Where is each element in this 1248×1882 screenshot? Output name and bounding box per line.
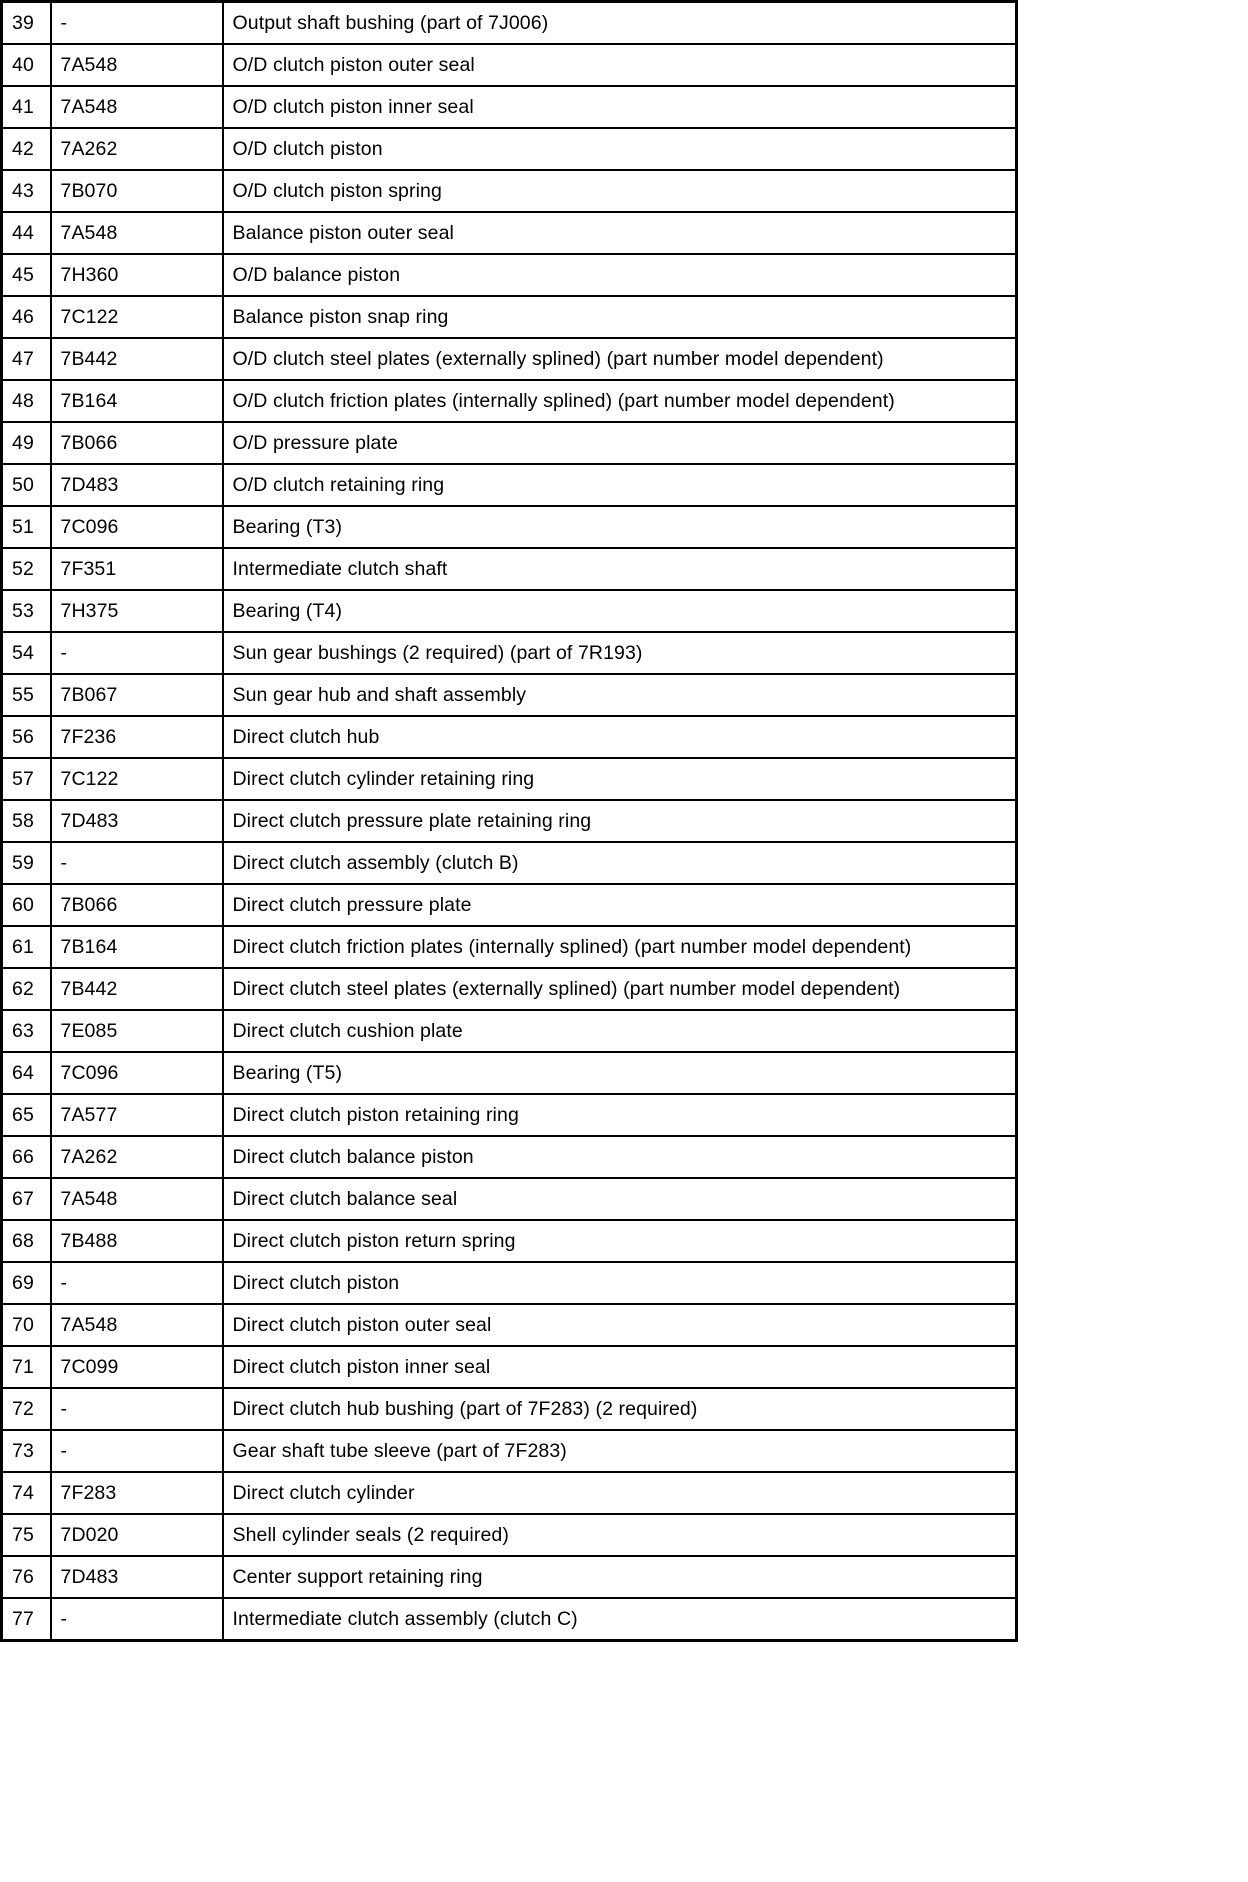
table-row [2,884,1017,926]
table-row [2,1346,1017,1388]
description-cell: Direct clutch cylinder [223,1472,1017,1514]
description-cell: Direct clutch cylinder retaining ring [223,758,1017,800]
description-cell: Bearing (T4) [223,590,1017,632]
description-cell: Direct clutch piston inner seal [223,1346,1017,1388]
table-row [2,1094,1017,1136]
table-row [2,380,1017,422]
table-row [2,44,1017,86]
table-row [2,1304,1017,1346]
part-number-cell: - [51,632,223,674]
description-cell: Balance piston snap ring [223,296,1017,338]
description-cell: Direct clutch piston return spring [223,1220,1017,1262]
item-number-cell: 50 [2,464,51,506]
part-number-cell: 7C099 [51,1346,223,1388]
part-number-cell: 7A577 [51,1094,223,1136]
item-number-cell: 54 [2,632,51,674]
table-row [2,1556,1017,1598]
table-row [2,926,1017,968]
item-number-cell: 67 [2,1178,51,1220]
table-row [2,1430,1017,1472]
description-cell: Direct clutch pressure plate [223,884,1017,926]
item-number-cell: 61 [2,926,51,968]
description-cell: Direct clutch balance seal [223,1178,1017,1220]
description-cell: O/D clutch steel plates (externally splined) (part number model dependent) [223,338,1017,380]
part-number-cell: 7A548 [51,44,223,86]
table-row [2,674,1017,716]
part-number-cell: 7E085 [51,1010,223,1052]
part-number-cell: 7C122 [51,758,223,800]
part-number-cell: 7A548 [51,1178,223,1220]
part-number-cell: - [51,842,223,884]
part-number-cell: 7B070 [51,170,223,212]
part-number-cell: 7H360 [51,254,223,296]
item-number-cell: 41 [2,86,51,128]
item-number-cell: 48 [2,380,51,422]
item-number-cell: 45 [2,254,51,296]
table-row [2,758,1017,800]
item-number-cell: 75 [2,1514,51,1556]
table-row [2,296,1017,338]
part-number-cell: - [51,1262,223,1304]
table-row [2,128,1017,170]
table-row [2,1220,1017,1262]
item-number-cell: 40 [2,44,51,86]
description-cell: O/D pressure plate [223,422,1017,464]
item-number-cell: 63 [2,1010,51,1052]
part-number-cell: 7B164 [51,926,223,968]
table-row [2,506,1017,548]
description-cell: Direct clutch friction plates (internally splined) (part number model dependent) [223,926,1017,968]
part-number-cell: 7D483 [51,464,223,506]
description-cell: Bearing (T5) [223,1052,1017,1094]
description-cell: Center support retaining ring [223,1556,1017,1598]
item-number-cell: 73 [2,1430,51,1472]
table-row [2,632,1017,674]
part-number-cell: 7F283 [51,1472,223,1514]
item-number-cell: 74 [2,1472,51,1514]
part-number-cell: 7D483 [51,1556,223,1598]
table-row [2,1388,1017,1430]
part-number-cell: 7A262 [51,128,223,170]
description-cell: Intermediate clutch shaft [223,548,1017,590]
description-cell: Gear shaft tube sleeve (part of 7F283) [223,1430,1017,1472]
table-row [2,86,1017,128]
item-number-cell: 70 [2,1304,51,1346]
item-number-cell: 76 [2,1556,51,1598]
part-number-cell: - [51,1388,223,1430]
item-number-cell: 62 [2,968,51,1010]
part-number-cell: 7A548 [51,1304,223,1346]
item-number-cell: 66 [2,1136,51,1178]
item-number-cell: 43 [2,170,51,212]
item-number-cell: 57 [2,758,51,800]
table-row [2,338,1017,380]
part-number-cell: 7H375 [51,590,223,632]
description-cell: Shell cylinder seals (2 required) [223,1514,1017,1556]
table-row [2,1598,1017,1641]
part-number-cell: 7B442 [51,338,223,380]
part-number-cell: - [51,1430,223,1472]
table-row [2,800,1017,842]
item-number-cell: 46 [2,296,51,338]
item-number-cell: 51 [2,506,51,548]
description-cell: O/D balance piston [223,254,1017,296]
description-cell: O/D clutch retaining ring [223,464,1017,506]
part-number-cell: 7A262 [51,1136,223,1178]
item-number-cell: 56 [2,716,51,758]
item-number-cell: 44 [2,212,51,254]
description-cell: Direct clutch pressure plate retaining ring [223,800,1017,842]
description-cell: O/D clutch piston [223,128,1017,170]
item-number-cell: 52 [2,548,51,590]
description-cell: O/D clutch friction plates (internally splined) (part number model dependent) [223,380,1017,422]
description-cell: Output shaft bushing (part of 7J006) [223,2,1017,45]
part-number-cell: - [51,1598,223,1641]
parts-table-body [2,2,1017,1641]
item-number-cell: 53 [2,590,51,632]
table-row [2,1514,1017,1556]
description-cell: O/D clutch piston outer seal [223,44,1017,86]
item-number-cell: 59 [2,842,51,884]
table-row [2,1178,1017,1220]
item-number-cell: 39 [2,2,51,45]
table-row [2,1052,1017,1094]
description-cell: Balance piston outer seal [223,212,1017,254]
description-cell: Direct clutch steel plates (externally splined) (part number model dependent) [223,968,1017,1010]
item-number-cell: 64 [2,1052,51,1094]
part-number-cell: 7C096 [51,1052,223,1094]
table-row [2,590,1017,632]
item-number-cell: 60 [2,884,51,926]
part-number-cell: 7B067 [51,674,223,716]
table-row [2,464,1017,506]
description-cell: Direct clutch piston [223,1262,1017,1304]
table-row [2,842,1017,884]
part-number-cell: 7C122 [51,296,223,338]
description-cell: Direct clutch hub [223,716,1017,758]
part-number-cell: - [51,2,223,45]
description-cell: Intermediate clutch assembly (clutch C) [223,1598,1017,1641]
part-number-cell: 7F236 [51,716,223,758]
part-number-cell: 7C096 [51,506,223,548]
item-number-cell: 42 [2,128,51,170]
item-number-cell: 71 [2,1346,51,1388]
part-number-cell: 7B066 [51,884,223,926]
part-number-cell: 7A548 [51,212,223,254]
description-cell: Bearing (T3) [223,506,1017,548]
part-number-cell: 7A548 [51,86,223,128]
description-cell: Direct clutch cushion plate [223,1010,1017,1052]
table-row [2,2,1017,45]
item-number-cell: 68 [2,1220,51,1262]
item-number-cell: 72 [2,1388,51,1430]
part-number-cell: 7B164 [51,380,223,422]
part-number-cell: 7B066 [51,422,223,464]
table-row [2,968,1017,1010]
part-number-cell: 7D020 [51,1514,223,1556]
item-number-cell: 77 [2,1598,51,1641]
part-number-cell: 7D483 [51,800,223,842]
part-number-cell: 7F351 [51,548,223,590]
description-cell: Direct clutch piston outer seal [223,1304,1017,1346]
item-number-cell: 69 [2,1262,51,1304]
description-cell: Sun gear bushings (2 required) (part of 7R193) [223,632,1017,674]
item-number-cell: 58 [2,800,51,842]
description-cell: Direct clutch assembly (clutch B) [223,842,1017,884]
table-row [2,254,1017,296]
item-number-cell: 49 [2,422,51,464]
description-cell: Direct clutch hub bushing (part of 7F283) (2 required) [223,1388,1017,1430]
table-row [2,422,1017,464]
description-cell: Sun gear hub and shaft assembly [223,674,1017,716]
table-row [2,1136,1017,1178]
item-number-cell: 47 [2,338,51,380]
table-row [2,212,1017,254]
description-cell: O/D clutch piston inner seal [223,86,1017,128]
table-row [2,1010,1017,1052]
table-row [2,1262,1017,1304]
item-number-cell: 65 [2,1094,51,1136]
table-row [2,716,1017,758]
table-row [2,170,1017,212]
part-number-cell: 7B442 [51,968,223,1010]
table-row [2,1472,1017,1514]
part-number-cell: 7B488 [51,1220,223,1262]
description-cell: Direct clutch piston retaining ring [223,1094,1017,1136]
description-cell: Direct clutch balance piston [223,1136,1017,1178]
item-number-cell: 55 [2,674,51,716]
table-row [2,548,1017,590]
description-cell: O/D clutch piston spring [223,170,1017,212]
